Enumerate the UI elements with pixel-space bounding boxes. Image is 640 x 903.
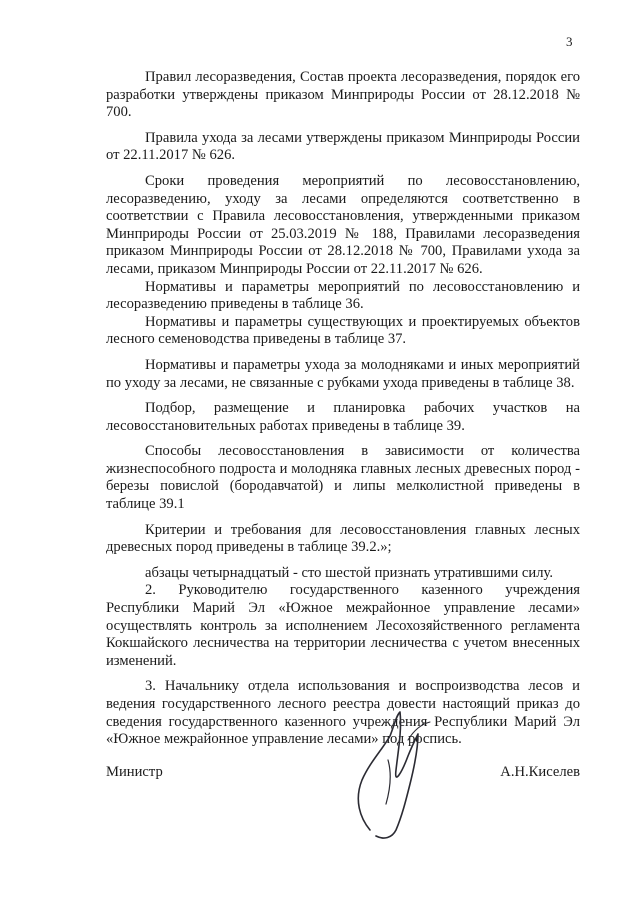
page-number: 3 [566,34,573,49]
paragraph: Сроки проведения мероприятий по лесовосстановлению, лесоразведению, уходу за лесами определяются соответственно в соответствии с Правила лесовосстановления, утвержденными приказом Минприроды России от 25.03.2019 № 188, Правилами лесоразведения приказом Минприроды России от 28.12.2018 № 700, Правилами ухода за лесами, приказом Минприроды России от 22.11.2017 № 626. [106,172,580,277]
paragraph: Правил лесоразведения, Состав проекта лесоразведения, порядок его разработки утверждены приказом Минприроды России от 28.12.2018 № 700. [106,69,580,121]
document-body [106,69,580,757]
paragraph: 3. Начальнику отдела использования и воспроизводства лесов и ведения государственного лесного реестра довести настоящий приказ до сведения государственного казенного учреждения Республики Марий Эл «Южное межрайонное управление лесами» под роспись. [106,678,580,748]
signer-title: Министр [106,764,163,780]
paragraph: Правила ухода за лесами утверждены приказом Минприроды России от 22.11.2017 № 626. [106,129,580,164]
signer-name: А.Н.Киселев [500,764,580,780]
paragraph: Подбор, размещение и планировка рабочих участков на лесовосстановительных работах приведены в таблице 39. [106,400,580,434]
paragraph: абзацы четырнадцатый - сто шестой признать утратившими силу. [145,564,553,581]
paragraph: Нормативы и параметры мероприятий по лесовосстановлению и лесоразведению приведены в таблице 36. [106,278,580,313]
paragraph: 2. Руководителю государственного казенного учреждения Республики Марий Эл «Южное межрайонное управление лесами» осуществлять контроль за исполнением Лесохозяйственного регламента Кокшайского лесничества на территории лесничества с учетом внесенных изменений. [106,582,580,669]
paragraph: Критерии и требования для лесовосстановления главных лесных древесных пород приведены в таблице 39.2.»; [106,521,580,556]
paragraph: Способы лесовосстановления в зависимости от количества жизнеспособного подроста и молодняка главных лесных древесных пород - березы повислой (бородавчатой) и липы мелколистной приведены в таблице 39.1 [106,443,580,513]
paragraph: Нормативы и параметры существующих и проектируемых объектов лесного семеноводства приведены в таблице 37. [106,313,580,348]
handwritten-signature [330,700,440,850]
paragraph: Нормативы и параметры ухода за молодняками и иных мероприятий по уходу за лесами, не связанные с рубками ухода приведены в таблице 38. [106,356,580,391]
